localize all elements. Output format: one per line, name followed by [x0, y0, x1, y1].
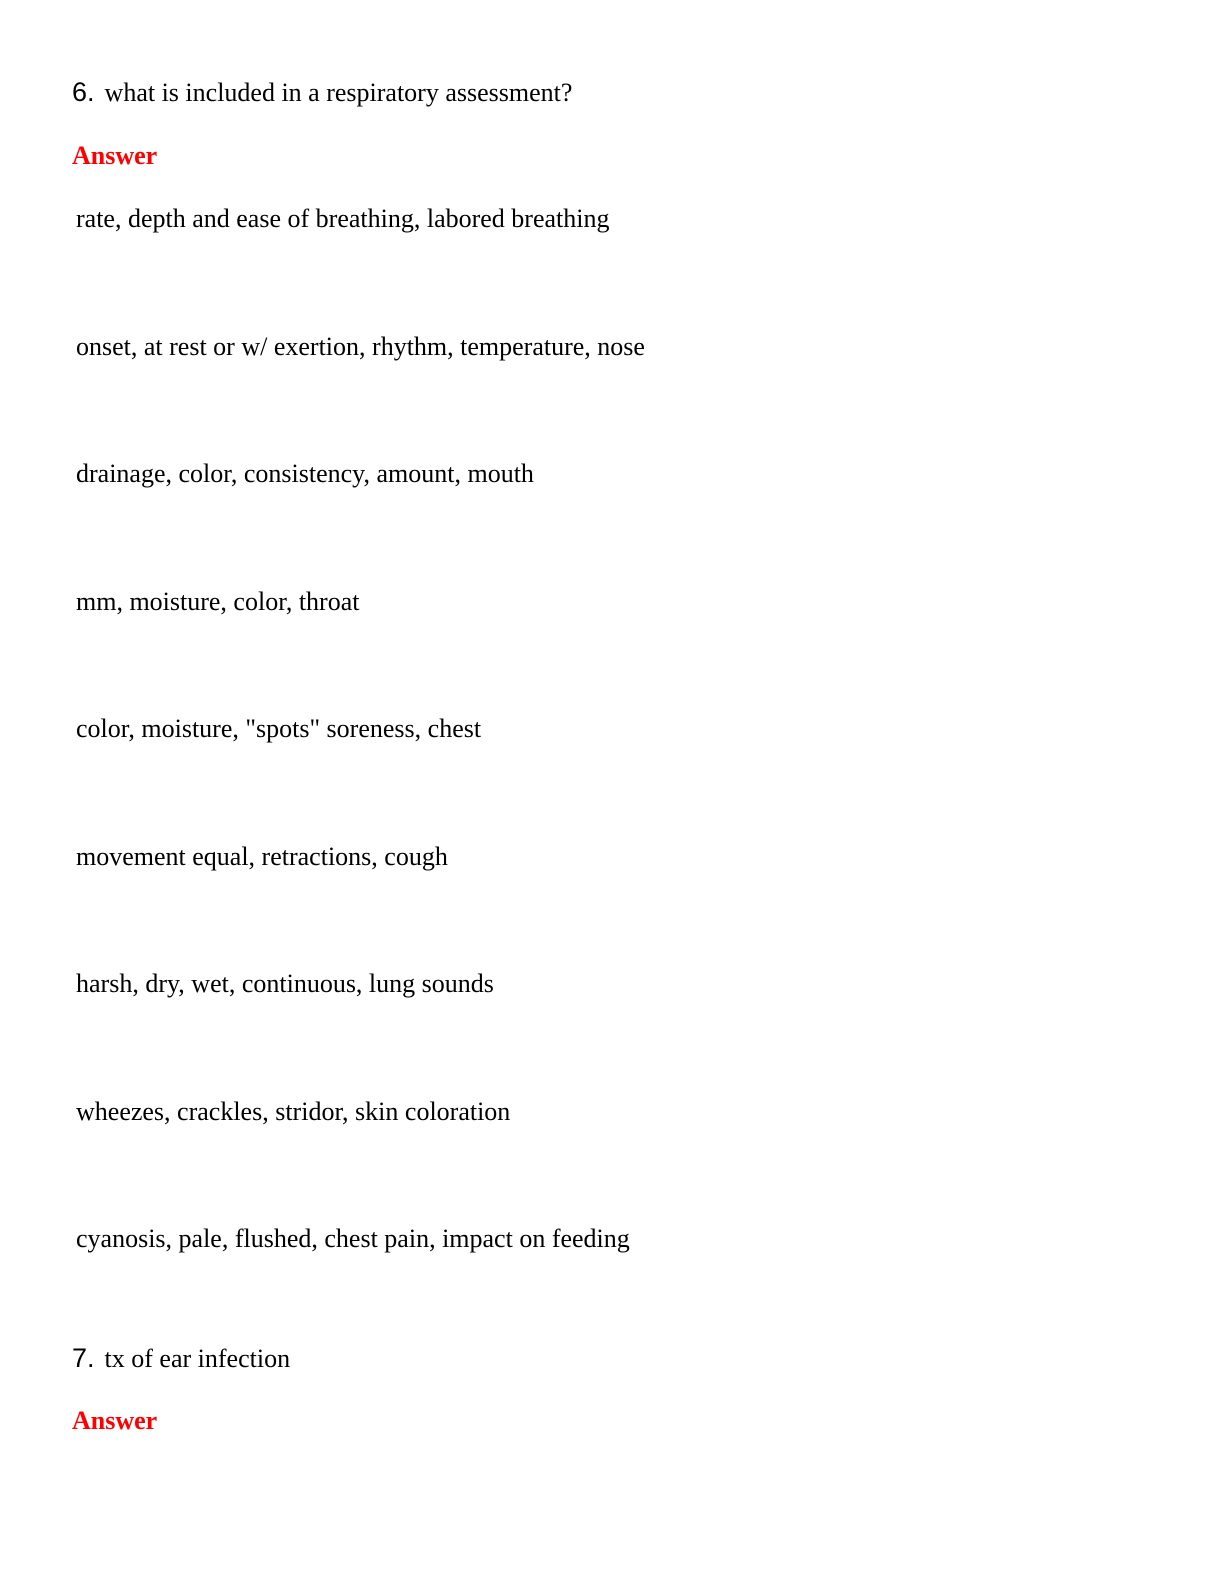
question-number-dot: .	[87, 77, 95, 107]
answer-line: color, moisture, "spots" soreness, chest	[76, 714, 482, 743]
answer-line: wheezes, crackles, stridor, skin coloration	[76, 1097, 511, 1126]
answer-label: Answer	[72, 141, 158, 170]
answer-line: onset, at rest or w/ exertion, rhythm, temperature, nose	[76, 332, 645, 361]
question-text: tx of ear infection	[104, 1344, 291, 1373]
answer-line: harsh, dry, wet, continuous, lung sounds	[76, 969, 494, 998]
answer-line: cyanosis, pale, flushed, chest pain, impact on feeding	[76, 1224, 630, 1253]
answer-line: movement equal, retractions, cough	[76, 842, 448, 871]
answer-label: Answer	[72, 1406, 158, 1435]
question-number: 6	[72, 77, 88, 107]
question-number: 7	[72, 1343, 88, 1373]
question-6	[72, 77, 572, 108]
answer-line: mm, moisture, color, throat	[76, 587, 360, 616]
question-number-dot: .	[87, 1343, 95, 1373]
question-7	[72, 1343, 290, 1374]
answer-line: rate, depth and ease of breathing, labored breathing	[76, 204, 610, 233]
question-text: what is included in a respiratory assessment?	[104, 78, 573, 107]
answer-line: drainage, color, consistency, amount, mouth	[76, 459, 534, 488]
